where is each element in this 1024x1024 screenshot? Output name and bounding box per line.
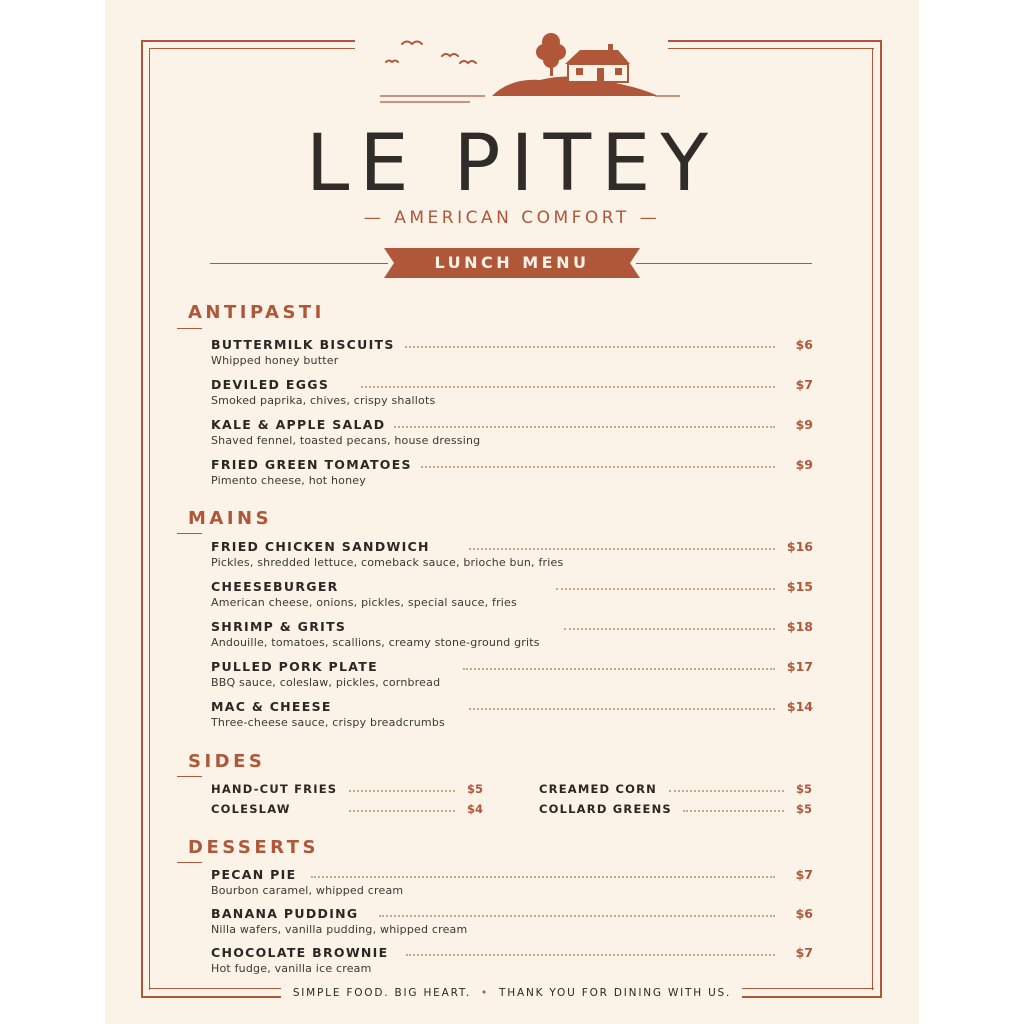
menu-item (211, 417, 813, 453)
leader-dots (401, 346, 775, 348)
section-title-mains: MAINS (188, 508, 273, 529)
item-price: $15 (786, 579, 813, 594)
item-price: $9 (795, 457, 813, 472)
leader-dots (406, 954, 775, 956)
frame-top-right-inner (668, 48, 874, 49)
section-rule-desserts (177, 862, 202, 863)
item-price: $17 (786, 659, 813, 674)
menu-ribbon (384, 248, 640, 278)
side-price: $5 (795, 782, 812, 796)
menu-item (211, 539, 813, 575)
footer-tagline (105, 985, 919, 1001)
side-item (211, 801, 483, 819)
leader-dots (349, 810, 455, 812)
leader-dots (556, 588, 775, 590)
footer-left-text: SIMPLE FOOD. BIG HEART. (292, 987, 472, 999)
item-description: Nilla wafers, vanilla pudding, whipped cream (211, 923, 468, 936)
menu-item (211, 619, 813, 655)
item-description: American cheese, onions, pickles, special sauce, fries (211, 596, 517, 609)
tagline-dash-left: — (363, 208, 385, 228)
item-price: $18 (786, 619, 813, 634)
item-price: $7 (795, 867, 813, 882)
section-title-antipasti: ANTIPASTI (188, 302, 325, 323)
side-name: CREAMED CORN (539, 782, 657, 796)
restaurant-tagline: AMERICAN COMFORT (394, 208, 630, 228)
side-item (539, 801, 812, 819)
menu-label: LUNCH MENU (434, 253, 590, 272)
menu-item (211, 945, 813, 981)
leader-dots (683, 810, 784, 812)
item-name: FRIED CHICKEN SANDWICH (211, 539, 438, 555)
item-name: CHEESEBURGER (211, 579, 347, 595)
item-price: $6 (795, 337, 813, 352)
item-price: $14 (786, 699, 813, 714)
menu-item (211, 579, 813, 615)
leader-dots (311, 876, 775, 878)
menu-item (211, 337, 813, 373)
item-description: Bourbon caramel, whipped cream (211, 884, 404, 897)
leader-dots (469, 548, 775, 550)
item-name: KALE & APPLE SALAD (211, 417, 393, 433)
leader-dots (469, 708, 775, 710)
footer-right-text: THANK YOU FOR DINING WITH US. (499, 987, 732, 999)
section-title-sides: SIDES (188, 751, 266, 772)
side-name: COLESLAW (211, 802, 291, 816)
leader-dots (669, 790, 784, 792)
item-description: Andouille, tomatoes, scallions, creamy stone-ground grits (211, 636, 540, 649)
item-description: BBQ sauce, coleslaw, pickles, cornbread (211, 676, 441, 689)
item-price: $7 (795, 377, 813, 392)
item-description: Pickles, shredded lettuce, comeback sauce, brioche bun, fries (211, 556, 564, 569)
leader-dots (421, 466, 775, 468)
ribbon-rule-left (210, 263, 388, 264)
footer-separator: • (481, 987, 490, 999)
item-name: PULLED PORK PLATE (211, 659, 386, 675)
menu-item (211, 457, 813, 493)
item-description: Hot fudge, vanilla ice cream (211, 962, 372, 975)
side-price: $4 (466, 802, 483, 816)
leader-dots (379, 915, 775, 917)
item-price: $7 (795, 945, 813, 960)
restaurant-tagline-row (105, 206, 919, 230)
item-name: DEVILED EGGS (211, 377, 337, 393)
side-price: $5 (795, 802, 812, 816)
section-rule-sides (177, 776, 202, 777)
menu-item (211, 906, 813, 942)
item-price: $9 (795, 417, 813, 432)
item-description: Three-cheese sauce, crispy breadcrumbs (211, 716, 445, 729)
item-description: Pimento cheese, hot honey (211, 474, 366, 487)
item-description: Whipped honey butter (211, 354, 339, 367)
item-name: MAC & CHEESE (211, 699, 340, 715)
side-name: HAND-CUT FRIES (211, 782, 338, 796)
item-name: PECAN PIE (211, 867, 304, 883)
item-name: BUTTERMILK BISCUITS (211, 337, 403, 353)
restaurant-name: LE PITEY (305, 119, 719, 209)
ribbon-rule-right (636, 263, 812, 264)
tagline-dash-right: — (639, 208, 661, 228)
side-price: $5 (466, 782, 483, 796)
section-rule-mains (177, 533, 202, 534)
section-title-desserts: DESSERTS (188, 837, 319, 858)
menu-item (211, 867, 813, 903)
side-item (211, 781, 483, 799)
item-price: $6 (795, 906, 813, 921)
frame-top-right (668, 40, 882, 42)
frame-top-left-inner (149, 48, 355, 49)
item-name: FRIED GREEN TOMATOES (211, 457, 420, 473)
frame-top-left (141, 40, 355, 42)
item-price: $16 (786, 539, 813, 554)
leader-dots (564, 628, 775, 630)
item-description: Smoked paprika, chives, crispy shallots (211, 394, 436, 407)
item-name: BANANA PUDDING (211, 906, 366, 922)
item-name: SHRIMP & GRITS (211, 619, 354, 635)
island-house-icon (380, 30, 680, 110)
leader-dots (463, 668, 775, 670)
menu-item (211, 659, 813, 695)
leader-dots (391, 426, 775, 428)
leader-dots (361, 386, 775, 388)
side-name: COLLARD GREENS (539, 802, 672, 816)
menu-item (211, 699, 813, 735)
side-item (539, 781, 812, 799)
leader-dots (349, 790, 455, 792)
menu-item (211, 377, 813, 413)
item-name: CHOCOLATE BROWNIE (211, 945, 396, 961)
item-description: Shaved fennel, toasted pecans, house dressing (211, 434, 481, 447)
section-rule-antipasti (177, 328, 202, 329)
